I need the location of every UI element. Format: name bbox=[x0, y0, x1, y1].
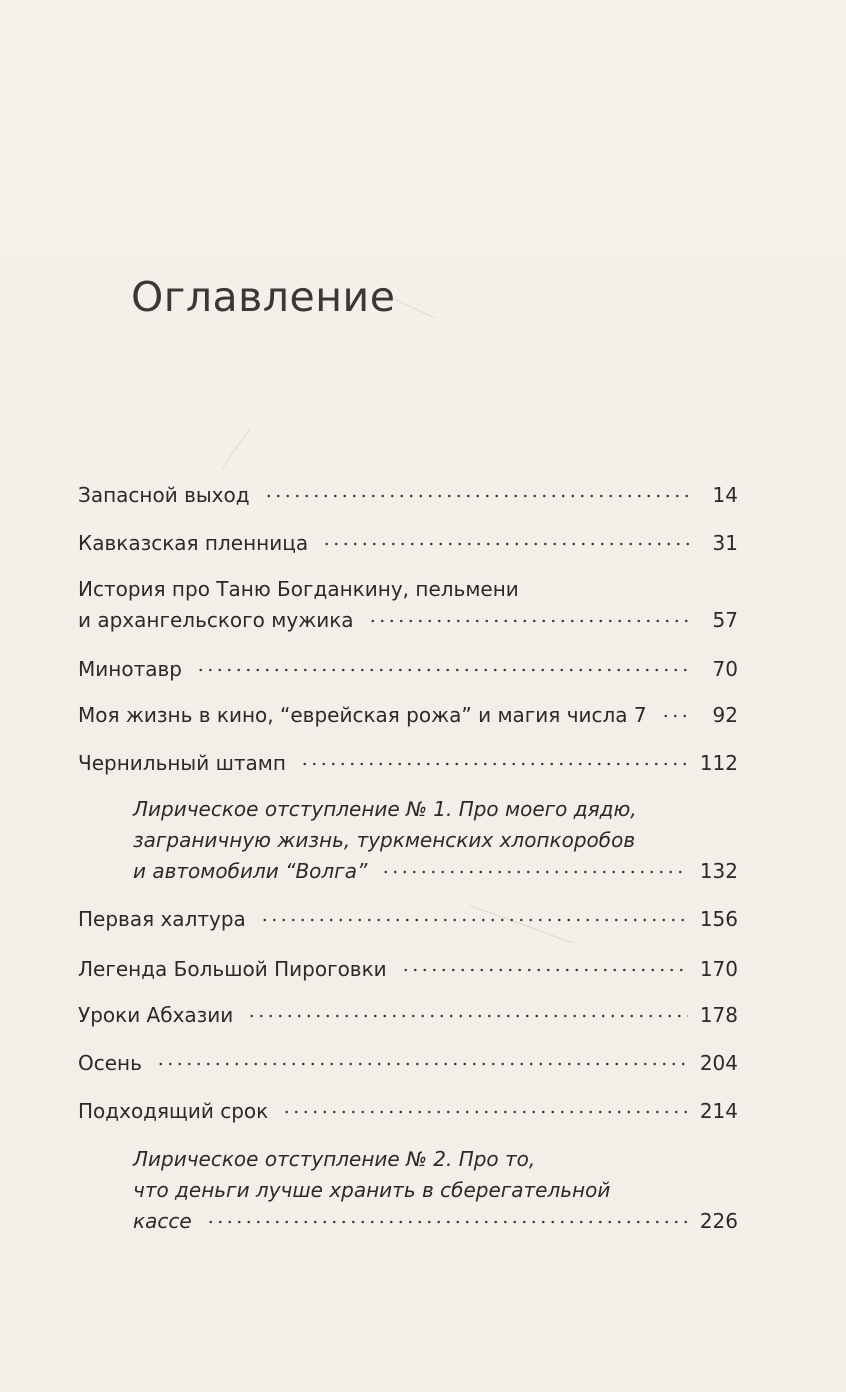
toc-entry-row bbox=[78, 528, 738, 559]
toc-entry[interactable] bbox=[133, 1144, 738, 1237]
toc-entry-row bbox=[78, 700, 738, 731]
toc-entry-title-line: Моя жизнь в кино, “еврейская рожа” и магия числа 7 bbox=[78, 703, 647, 727]
toc-entry-row bbox=[78, 605, 738, 636]
toc-entry-row bbox=[133, 856, 738, 887]
toc-entry-title-line: Кавказская пленница bbox=[78, 531, 309, 555]
toc-entry-title-line: Минотавр bbox=[78, 657, 182, 681]
toc-entry-title-line: Уроки Абхазии bbox=[78, 1003, 234, 1027]
dot-leader bbox=[282, 1098, 688, 1118]
toc-entry-row bbox=[78, 480, 738, 511]
toc-entry-title-line: заграничную жизнь, туркменских хлопкоробов bbox=[133, 828, 636, 852]
toc-page-number: 156 bbox=[699, 907, 738, 931]
toc-entry[interactable] bbox=[78, 1096, 738, 1127]
dot-leader bbox=[322, 530, 692, 550]
toc-entry-row bbox=[78, 654, 738, 685]
toc-entry-row bbox=[133, 1206, 738, 1237]
toc-entry-title-line: и архангельского мужика bbox=[78, 608, 354, 632]
toc-entry-row bbox=[78, 1048, 738, 1079]
dot-leader bbox=[260, 906, 688, 926]
toc-entry[interactable] bbox=[78, 904, 738, 935]
toc-page-number: 170 bbox=[699, 957, 738, 981]
toc-entry-title-line: Лирическое отступление № 2. Про то, bbox=[133, 1147, 536, 1171]
toc-entry[interactable] bbox=[78, 748, 738, 779]
dot-leader bbox=[661, 702, 692, 722]
toc-entry[interactable] bbox=[78, 574, 738, 636]
dot-leader bbox=[368, 607, 692, 627]
toc-entry[interactable] bbox=[78, 1048, 738, 1079]
toc-entry-title-line: Запасной выход bbox=[78, 483, 250, 507]
dot-leader bbox=[196, 656, 692, 676]
dot-leader bbox=[264, 482, 692, 502]
toc-page-number: 132 bbox=[699, 859, 738, 883]
toc-page-number: 214 bbox=[699, 1099, 738, 1123]
dot-leader bbox=[381, 858, 688, 878]
toc-page-number: 226 bbox=[699, 1209, 738, 1233]
toc-page-number: 70 bbox=[712, 657, 738, 681]
dot-leader bbox=[247, 1002, 688, 1022]
dot-leader bbox=[206, 1208, 688, 1228]
toc-entry-title-line: Легенда Большой Пироговки bbox=[78, 957, 387, 981]
toc-entry-title-line: Осень bbox=[78, 1051, 142, 1075]
toc-entry-title-line: и автомобили “Волга” bbox=[133, 859, 368, 883]
toc-page-number: 57 bbox=[712, 608, 738, 632]
toc-entry-title-line: Первая халтура bbox=[78, 907, 246, 931]
toc-entry-row bbox=[78, 904, 738, 935]
toc-entry[interactable] bbox=[78, 700, 738, 731]
toc-entry[interactable] bbox=[78, 1000, 738, 1031]
toc-page-number: 112 bbox=[699, 751, 738, 775]
toc-entry[interactable] bbox=[78, 528, 738, 559]
toc-entry-title-line: кассе bbox=[133, 1209, 192, 1233]
dot-leader bbox=[156, 1050, 688, 1070]
dot-leader bbox=[300, 750, 688, 770]
toc-entry[interactable] bbox=[78, 654, 738, 685]
toc-entry-row bbox=[78, 1000, 738, 1031]
toc-entry-title-line: что деньги лучше хранить в сберегательной bbox=[133, 1178, 611, 1202]
toc-entry-title-line: Лирическое отступление № 1. Про моего дядю, bbox=[133, 797, 637, 821]
paper-scratch bbox=[222, 427, 251, 469]
toc-page-number: 178 bbox=[699, 1003, 738, 1027]
toc-entry[interactable] bbox=[133, 794, 738, 887]
toc-page-number: 92 bbox=[712, 703, 738, 727]
toc-entry-row bbox=[78, 954, 738, 985]
toc-entry-title-line: Подходящий срок bbox=[78, 1099, 269, 1123]
toc-page-number: 14 bbox=[712, 483, 738, 507]
toc-page-number: 204 bbox=[699, 1051, 738, 1075]
dot-leader bbox=[401, 956, 688, 976]
toc-entry-title-line: Чернильный штамп bbox=[78, 751, 286, 775]
toc-entry-title-line: История про Таню Богданкину, пельмени bbox=[78, 577, 519, 601]
toc-page-number: 31 bbox=[712, 531, 738, 555]
toc-title: Оглавление bbox=[131, 273, 396, 322]
toc-entry[interactable] bbox=[78, 480, 738, 511]
toc-entry-row bbox=[78, 1096, 738, 1127]
toc-entry-row bbox=[78, 748, 738, 779]
toc-entry[interactable] bbox=[78, 954, 738, 985]
